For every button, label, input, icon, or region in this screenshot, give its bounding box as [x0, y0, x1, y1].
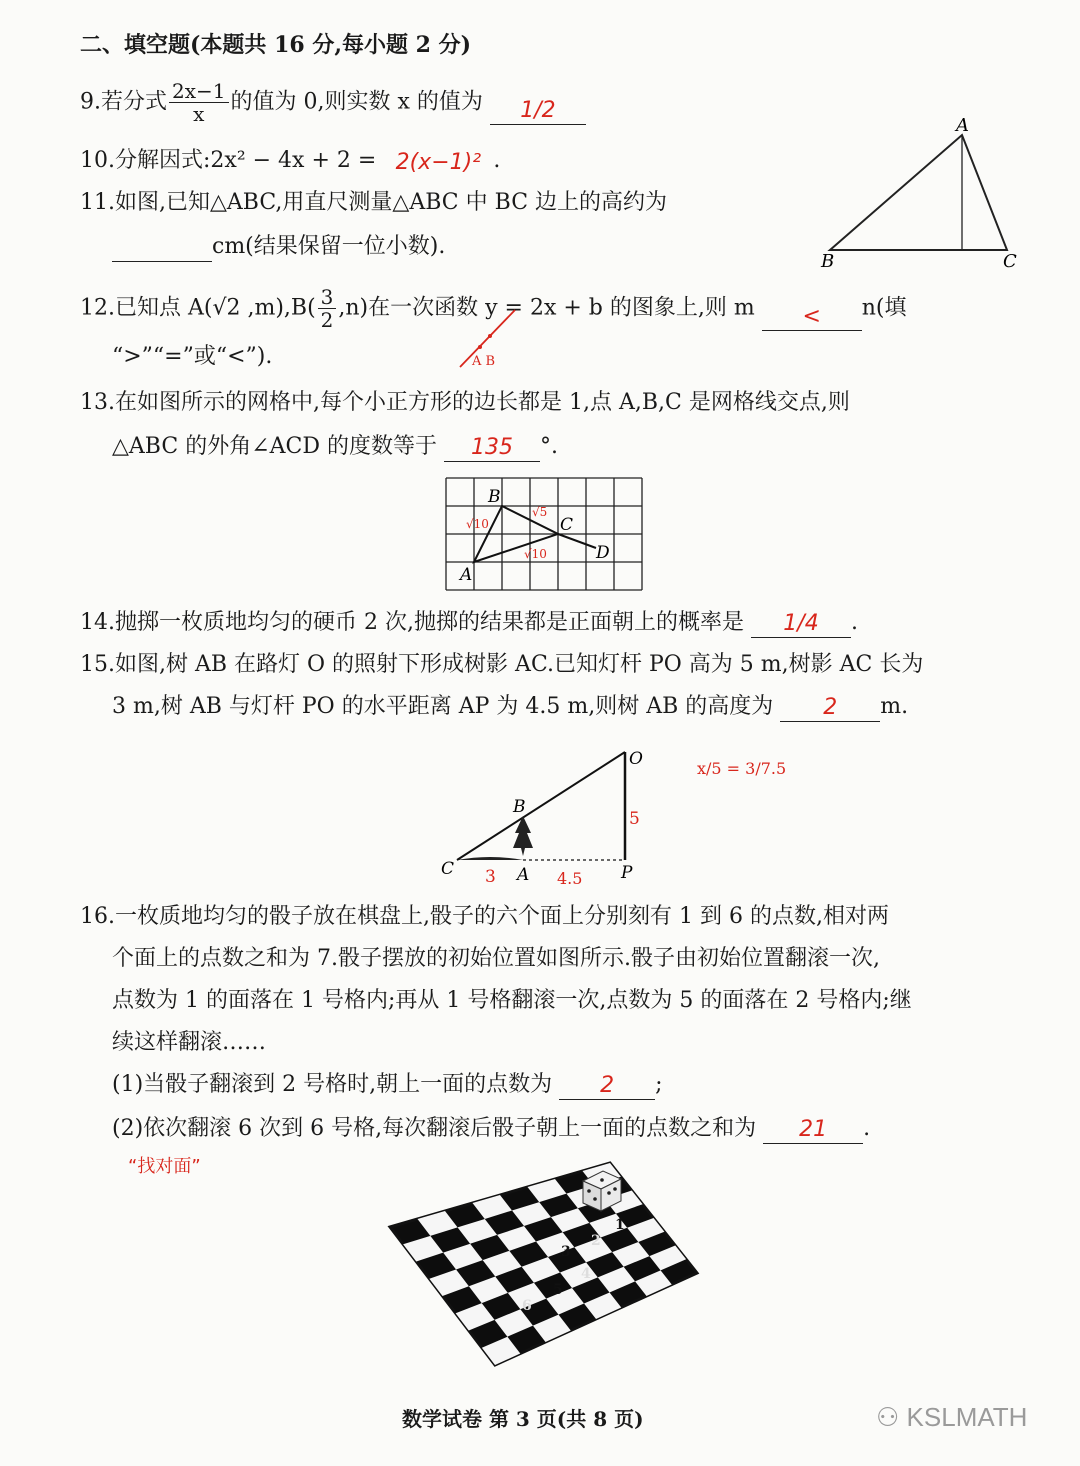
cell-label-5: 5 — [553, 1282, 563, 1298]
cell-label-4: 4 — [581, 1266, 591, 1282]
q10-answer: 2(x−1)² — [395, 150, 482, 175]
q9-frac-num: 2x−1 — [169, 80, 229, 103]
question-15-line2 — [112, 692, 908, 722]
q16-number: 16. — [80, 904, 115, 929]
q16-sub2-text: (2)依次翻滚 6 次到 6 号格,每次翻滚后骰子朝上一面的点数之和为 — [112, 1116, 757, 1141]
q13-end: °. — [540, 434, 558, 459]
q12-sketch-label: A B — [472, 354, 496, 369]
q13-line2: △ABC 的外角∠ACD 的度数等于 — [112, 434, 437, 459]
q14-blank[interactable] — [751, 613, 851, 638]
fig13-note-sqrt5: √5 — [532, 505, 548, 519]
q14-text: 抛掷一枚质地均匀的硬币 2 次,抛掷的结果都是正面朝上的概率是 — [115, 610, 744, 635]
q9-number: 9. — [80, 89, 101, 115]
q12-frac-num: 3 — [318, 286, 337, 309]
question-11-line2 — [112, 232, 445, 262]
question-14 — [80, 608, 858, 638]
q9-fraction — [169, 80, 229, 125]
q9-pre: 若分式 — [101, 89, 168, 115]
fig13-note-sqrt10b: √10 — [524, 547, 547, 561]
q12-sketch-point-a — [478, 345, 482, 349]
q12-line2: “>”“=”或“<”). — [112, 344, 273, 369]
q12-mid: ,n)在一次函数 y = 2x + b 的图象上,则 m — [338, 295, 755, 321]
question-13-line2 — [112, 432, 558, 462]
fig13-label-d: D — [596, 543, 610, 563]
q13-answer: 135 — [471, 435, 513, 460]
question-9 — [80, 80, 586, 125]
q13-line1: 在如图所示的网格中,每个小正方形的边长都是 1,点 A,B,C 是网格线交点,则 — [115, 390, 850, 415]
wechat-icon: ⚇ — [876, 1402, 907, 1432]
q14-answer: 1/4 — [783, 611, 819, 636]
grid-lines — [446, 478, 642, 590]
q9-answer: 1/2 — [520, 98, 556, 123]
q12-sketch — [450, 305, 530, 375]
q9-blank[interactable] — [490, 100, 586, 125]
fig15-note-3: 3 — [485, 867, 496, 887]
q16-blank-2[interactable] — [763, 1119, 863, 1144]
q15-line1: 如图,树 AB 在路灯 O 的照射下形成树影 AC.已知灯杆 PO 高为 5 m,树影 AC 长为 — [115, 652, 924, 677]
cell-label-2: 2 — [591, 1233, 601, 1249]
fig15-label-p: P — [621, 863, 633, 883]
fig13-note-sqrt10a: √10 — [466, 517, 489, 531]
fig15-label-b: B — [513, 797, 526, 817]
q15-end: m. — [880, 694, 909, 719]
triangle-abc — [830, 135, 1007, 250]
fig11-label-b: B — [821, 251, 835, 272]
q10-number: 10. — [80, 148, 115, 173]
tree-shadow — [457, 857, 523, 860]
q12-sketch-point-b — [488, 334, 492, 338]
q16-answer-2: 21 — [799, 1117, 828, 1142]
section-header: 二、填空题(本题共 16 分,每小题 2 分) — [80, 32, 472, 58]
question-15-line1 — [80, 650, 923, 680]
q11-blank[interactable] — [112, 237, 212, 262]
q16-blank-1[interactable] — [559, 1075, 655, 1100]
q12-blank[interactable] — [762, 306, 862, 331]
q15-answer: 2 — [823, 695, 838, 720]
fig11-label-c: C — [1003, 251, 1017, 272]
figure-15-lamp — [435, 738, 795, 888]
q16-end2: . — [863, 1116, 871, 1141]
q9-frac-den: x — [193, 102, 205, 126]
q15-blank[interactable] — [780, 697, 880, 722]
q12-answer: < — [802, 304, 821, 329]
q13-number: 13. — [80, 390, 115, 415]
light-ray — [457, 752, 625, 860]
q12-frac-den: 2 — [320, 308, 334, 332]
question-10 — [80, 146, 500, 176]
q11-number: 11. — [80, 190, 115, 215]
q16-answer-1: 2 — [600, 1073, 615, 1098]
q16-line2: 个面上的点数之和为 7.骰子摆放的初始位置如图所示.骰子由初始位置翻滚一次, — [112, 946, 880, 971]
fig15-label-c: C — [441, 859, 455, 879]
fig15-note-5: 5 — [629, 809, 640, 829]
q16-line3: 点数为 1 的面落在 1 号格内;再从 1 号格翻滚一次,点数为 5 的面落在 2 号格内;继 — [112, 988, 912, 1013]
question-13-line1 — [80, 388, 850, 418]
q12-fraction — [318, 286, 337, 331]
fig13-label-b: B — [488, 487, 501, 507]
q10-end: . — [493, 148, 501, 173]
q11-line1: 如图,已知△ABC,用直尺测量△ABC 中 BC 边上的高约为 — [115, 190, 668, 215]
figure-11-triangle — [815, 115, 1025, 270]
question-11-line1 — [80, 188, 667, 218]
fig15-label-a: A — [517, 865, 530, 885]
figure-13-grid — [446, 478, 646, 593]
watermark-text: KSLMATH — [906, 1402, 1028, 1432]
page-footer: 数学试卷 第 3 页(共 8 页) — [402, 1407, 644, 1431]
question-16-line1 — [80, 902, 889, 932]
q12-post: n(填 — [861, 295, 907, 321]
q15-number: 15. — [80, 652, 115, 677]
q15-line2: 3 m,树 AB 与灯杆 PO 的水平距离 AP 为 4.5 m,则树 AB 的高度为 — [112, 694, 774, 719]
q12-pre: 已知点 A(√2 ,m),B( — [115, 295, 316, 321]
q16-end1: ; — [655, 1072, 663, 1097]
cell-label-3: 3 — [561, 1244, 571, 1260]
q16-line1: 一枚质地均匀的骰子放在棋盘上,骰子的六个面上分别刻有 1 到 6 的点数,相对两 — [115, 904, 889, 929]
q13-blank[interactable] — [444, 437, 540, 462]
fig15-note-eq: x/5 = 3/7.5 — [697, 759, 787, 778]
q14-number: 14. — [80, 610, 115, 635]
fig15-label-o: O — [629, 749, 643, 769]
q10-blank[interactable] — [383, 152, 493, 176]
q16-sub1-text: (1)当骰子翻滚到 2 号格时,朝上一面的点数为 — [112, 1072, 553, 1097]
q14-end: . — [850, 610, 858, 635]
figure-16-chessboard — [385, 1155, 705, 1375]
cell-label-1: 1 — [615, 1217, 625, 1233]
q12-number: 12. — [80, 295, 115, 321]
q16-sub1 — [112, 1070, 663, 1100]
fig11-label-a: A — [956, 115, 969, 136]
fig13-label-c: C — [560, 515, 574, 535]
extension-cd — [558, 534, 596, 548]
q10-text: 分解因式:2x² − 4x + 2 = — [115, 148, 377, 173]
q16-sub2 — [112, 1114, 870, 1144]
fig13-label-a: A — [460, 565, 473, 585]
fig15-note-4-5: 4.5 — [557, 869, 583, 888]
q16-note: “找对面” — [128, 1156, 201, 1177]
q9-post: 的值为 0,则实数 x 的值为 — [230, 89, 483, 115]
watermark — [876, 1402, 1027, 1433]
q11-line2: cm(结果保留一位小数). — [212, 234, 446, 259]
cell-label-6: 6 — [522, 1298, 532, 1314]
q16-line4: 续这样翻滚…… — [112, 1030, 267, 1055]
